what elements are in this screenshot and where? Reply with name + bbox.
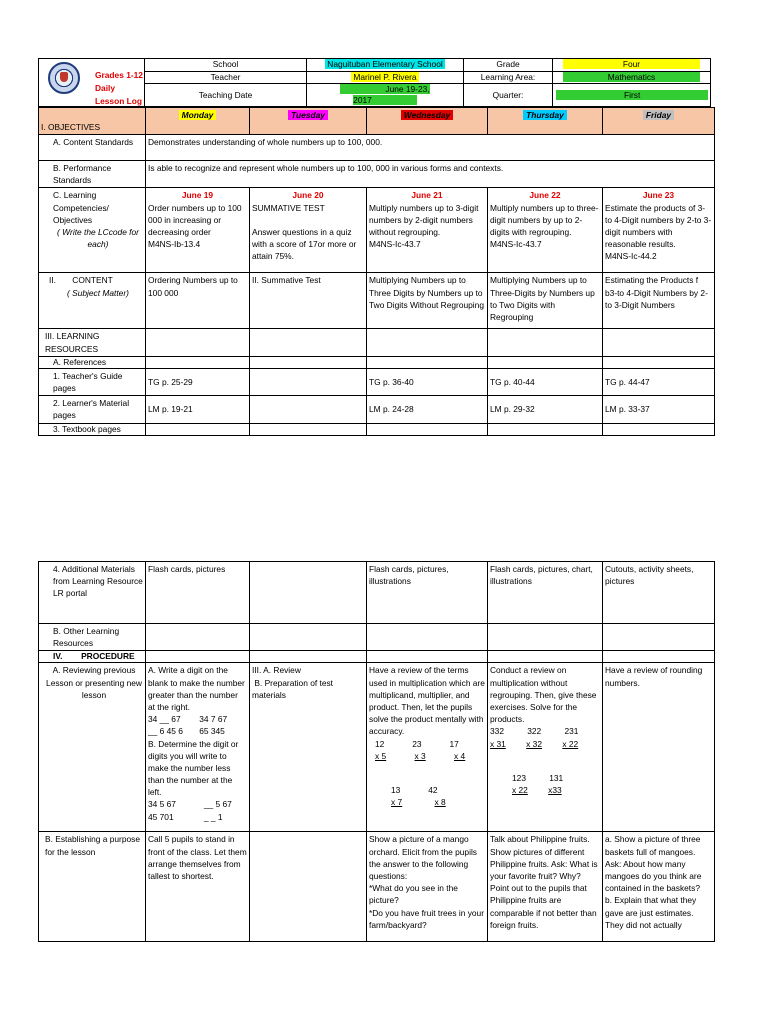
add-friday: Cutouts, activity sheets, pictures xyxy=(603,562,715,624)
quarter-value xyxy=(553,84,711,107)
competency-monday: June 19 Order numbers up to 100 000 in increasing or decreasing order M4NS-Ib-13.4 xyxy=(146,188,250,273)
add-thursday: Flash cards, pictures, chart, illustrations xyxy=(488,562,603,624)
thu-multiplier-5: x33 xyxy=(548,784,562,795)
competencies-label xyxy=(39,188,146,273)
date-label: Teaching Date xyxy=(145,84,307,107)
thu-multiplier-3: x 22 xyxy=(562,738,579,749)
thu-multiplier-1: x 31 xyxy=(490,738,506,749)
content-friday: Estimating the Products f b3-to 4-Digit Numbers by 2-to 3-Digit Numbers xyxy=(603,273,715,329)
learners-material-label: 2. Learner's Material pages xyxy=(39,396,146,423)
school-value xyxy=(307,59,464,72)
wed-multiplier-3: x 4 xyxy=(454,750,466,761)
area-value xyxy=(553,71,711,84)
add-wednesday: Flash cards, pictures, illustrations xyxy=(367,562,488,624)
grade-label: Grade xyxy=(464,59,553,72)
thu-problems-top: 332 322 231 xyxy=(490,726,579,737)
review-thursday xyxy=(488,663,603,832)
content-tuesday: II. Summative Test xyxy=(250,273,367,329)
area-text: Mathematics xyxy=(563,72,700,82)
logo-line1: Grades 1-12 xyxy=(95,70,143,80)
purpose-wednesday: Show a picture of a mango orchard. Elicit from the pupils the answer to the following questions: *What do you see in the picture? *Do you have fruit trees in your farm/backyard? xyxy=(367,832,488,942)
thu-multiplier-4: x 22 xyxy=(512,784,528,795)
review-monday xyxy=(146,663,250,832)
wed-problems-top: 12 23 17 xyxy=(375,738,459,749)
review-wednesday-text: Have a review of the terms used in multiplication which are multiplicand, multiplier, and product. Then, let the pupils solve the product mentally with accuracy. xyxy=(369,665,485,737)
deped-logo-cell xyxy=(39,59,145,107)
logo-line2: Daily Lesson Log xyxy=(95,83,142,106)
teacher-name: Marinel P. Rivera xyxy=(353,71,417,82)
grade-value xyxy=(553,59,711,72)
competency-friday: June 23 Estimate the products of 3-to 4-Digit numbers by 2-to 3-digit numbers with reasonable results. M4NS-Ic-44.2 xyxy=(603,188,715,273)
purpose-thursday: Talk about Philippine fruits. Show pictures of different Philippine fruits. Ask: What is your favorite fruit? Why? Point out to the pupils that Philippine fruits are comparable if not better than foreign fruits. xyxy=(488,832,603,942)
grade-text: Four xyxy=(563,59,700,69)
teachers-guide-label: 1. Teacher's Guide pages xyxy=(39,368,146,395)
content-standards-label: A. Content Standards xyxy=(39,135,146,161)
thu-multiplier-2: x 32 xyxy=(526,738,543,749)
objectives-heading: I. OBJECTIVES xyxy=(39,108,146,135)
review-monday-ex4: 45 701 _ _ 1 xyxy=(148,811,223,822)
textbook-pages-label: 3. Textbook pages xyxy=(39,423,146,435)
competencies-title: C. Learning Competencies/ Objectives xyxy=(53,190,109,225)
wed-multiplier-5: x 8 xyxy=(434,797,446,808)
tg-monday: TG p. 25-29 xyxy=(146,368,250,395)
lm-thursday: LM p. 29-32 xyxy=(488,396,603,423)
quarter-label: Quarter: xyxy=(464,84,553,107)
school-label: School xyxy=(145,59,307,72)
monday-header: Monday xyxy=(146,108,250,135)
thursday-header: Thursday xyxy=(488,108,603,135)
tuesday-header: Tuesday xyxy=(250,108,367,135)
performance-standards-text: Is able to recognize and represent whole numbers up to 100, 000 in various forms and contexts. xyxy=(146,161,715,188)
wed-problems-top2: 13 42 xyxy=(391,784,438,795)
header-table xyxy=(38,58,711,107)
wed-problems-bottom xyxy=(369,750,485,762)
review-monday-b: B. Determine the digit or digits you will write to make the number less than the number at the left. xyxy=(148,738,239,798)
deped-seal-icon xyxy=(48,62,80,94)
content-monday: Ordering Numbers up to 100 000 xyxy=(146,273,250,329)
other-resources-label: B. Other Learning Resources xyxy=(39,624,146,651)
review-monday-ex1: 34 __ 67 34 7 67 xyxy=(148,714,228,725)
content-note: ( Subject Matter) xyxy=(67,287,129,298)
references-label: A. References xyxy=(39,356,146,368)
lm-friday: LM p. 33-37 xyxy=(603,396,715,423)
content-thursday: Multiplying Numbers up to Three-Digits by Numbers up to Two Digits with Regrouping xyxy=(488,273,603,329)
competency-thursday: June 22 Multiply numbers up to three-digit numbers by up to 2-digits with regrouping. M4NS-Ic-43.7 xyxy=(488,188,603,273)
quarter-text: First xyxy=(556,90,708,100)
lm-monday: LM p. 19-21 xyxy=(146,396,250,423)
wed-problems-bottom2 xyxy=(369,796,485,808)
review-thursday-text: Conduct a review on multiplication without regrouping. Then, give these exercises. Solve for the products. xyxy=(490,665,597,725)
review-tuesday: III. A. Review B. Preparation of test materials xyxy=(250,663,367,832)
add-monday: Flash cards, pictures xyxy=(146,562,250,624)
procedure-label: IV. PROCEDURE xyxy=(39,651,146,663)
performance-standards-label: B. Performance Standards xyxy=(39,161,146,188)
content-title: II. CONTENT xyxy=(49,275,113,286)
tg-thursday: TG p. 40-44 xyxy=(488,368,603,395)
school-name: Naguituban Elementary School xyxy=(327,59,443,70)
lm-wednesday: LM p. 24-28 xyxy=(367,396,488,423)
competency-wednesday: June 21 Multiply numbers up to 3-digit numbers by 2-digit numbers without regrouping. M4NS-Ic-43.7 xyxy=(367,188,488,273)
lesson-log-table-1 xyxy=(38,107,715,436)
wed-multiplier-4: x 7 xyxy=(391,797,403,808)
tg-wednesday: TG p. 36-40 xyxy=(367,368,488,395)
review-monday-a: A. Write a digit on the blank to make the number greater than the number at the right. xyxy=(148,665,245,712)
teacher-label: Teacher xyxy=(145,71,307,84)
competencies-note: ( Write the LCcode for each) xyxy=(57,226,139,250)
purpose-label: B. Establishing a purpose for the lesson xyxy=(39,832,146,942)
content-wednesday: Multiplying Numbers up to Three Digits by Numbers up to Two Digits Without Regrouping xyxy=(367,273,488,329)
logo-text xyxy=(95,69,144,107)
lesson-log-table-2 xyxy=(38,561,715,942)
content-label xyxy=(39,273,146,329)
learning-resources-label: III. LEARNING RESOURCES xyxy=(39,329,146,356)
purpose-friday: a. Show a picture of three baskets full of mangoes. Ask: About how many mangoes do you think are contained in the baskets? b. Explain that what they gave are just estimates. They did not actually xyxy=(603,832,715,942)
thu-problems-bottom2 xyxy=(490,784,600,796)
thu-problems-bottom xyxy=(490,738,600,750)
review-wednesday xyxy=(367,663,488,832)
wed-multiplier-2: x 3 xyxy=(414,750,426,761)
thu-problems-top2: 123 131 xyxy=(512,772,564,783)
friday-header: Friday xyxy=(603,108,715,135)
wednesday-header: Wednesday xyxy=(367,108,488,135)
reviewing-label: A. Reviewing previous Lesson or presenting new lesson xyxy=(39,663,146,832)
wed-multiplier-1: x 5 xyxy=(375,750,387,761)
content-standards-text: Demonstrates understanding of whole numbers up to 100, 000. xyxy=(146,135,715,161)
competency-tuesday: June 20 SUMMATIVE TEST Answer questions in a quiz with a score of 17or more or attain 75%. xyxy=(250,188,367,273)
tg-friday: TG p. 44-47 xyxy=(603,368,715,395)
date-text: June 19-23, 2017 xyxy=(340,84,429,105)
area-label: Learning Area: xyxy=(464,71,553,84)
review-friday: Have a review of rounding numbers. xyxy=(603,663,715,832)
date-value xyxy=(307,84,464,107)
review-monday-ex2: __ 6 45 6 65 345 xyxy=(148,726,225,737)
additional-materials-label: 4. Additional Materials from Learning Resource LR portal xyxy=(39,562,146,624)
purpose-monday: Call 5 pupils to stand in front of the class. Let them arrange themselves from tallest to shortest. xyxy=(146,832,250,942)
review-monday-ex3: 34 5 67 __ 5 67 xyxy=(148,799,232,810)
teacher-value xyxy=(307,71,464,84)
